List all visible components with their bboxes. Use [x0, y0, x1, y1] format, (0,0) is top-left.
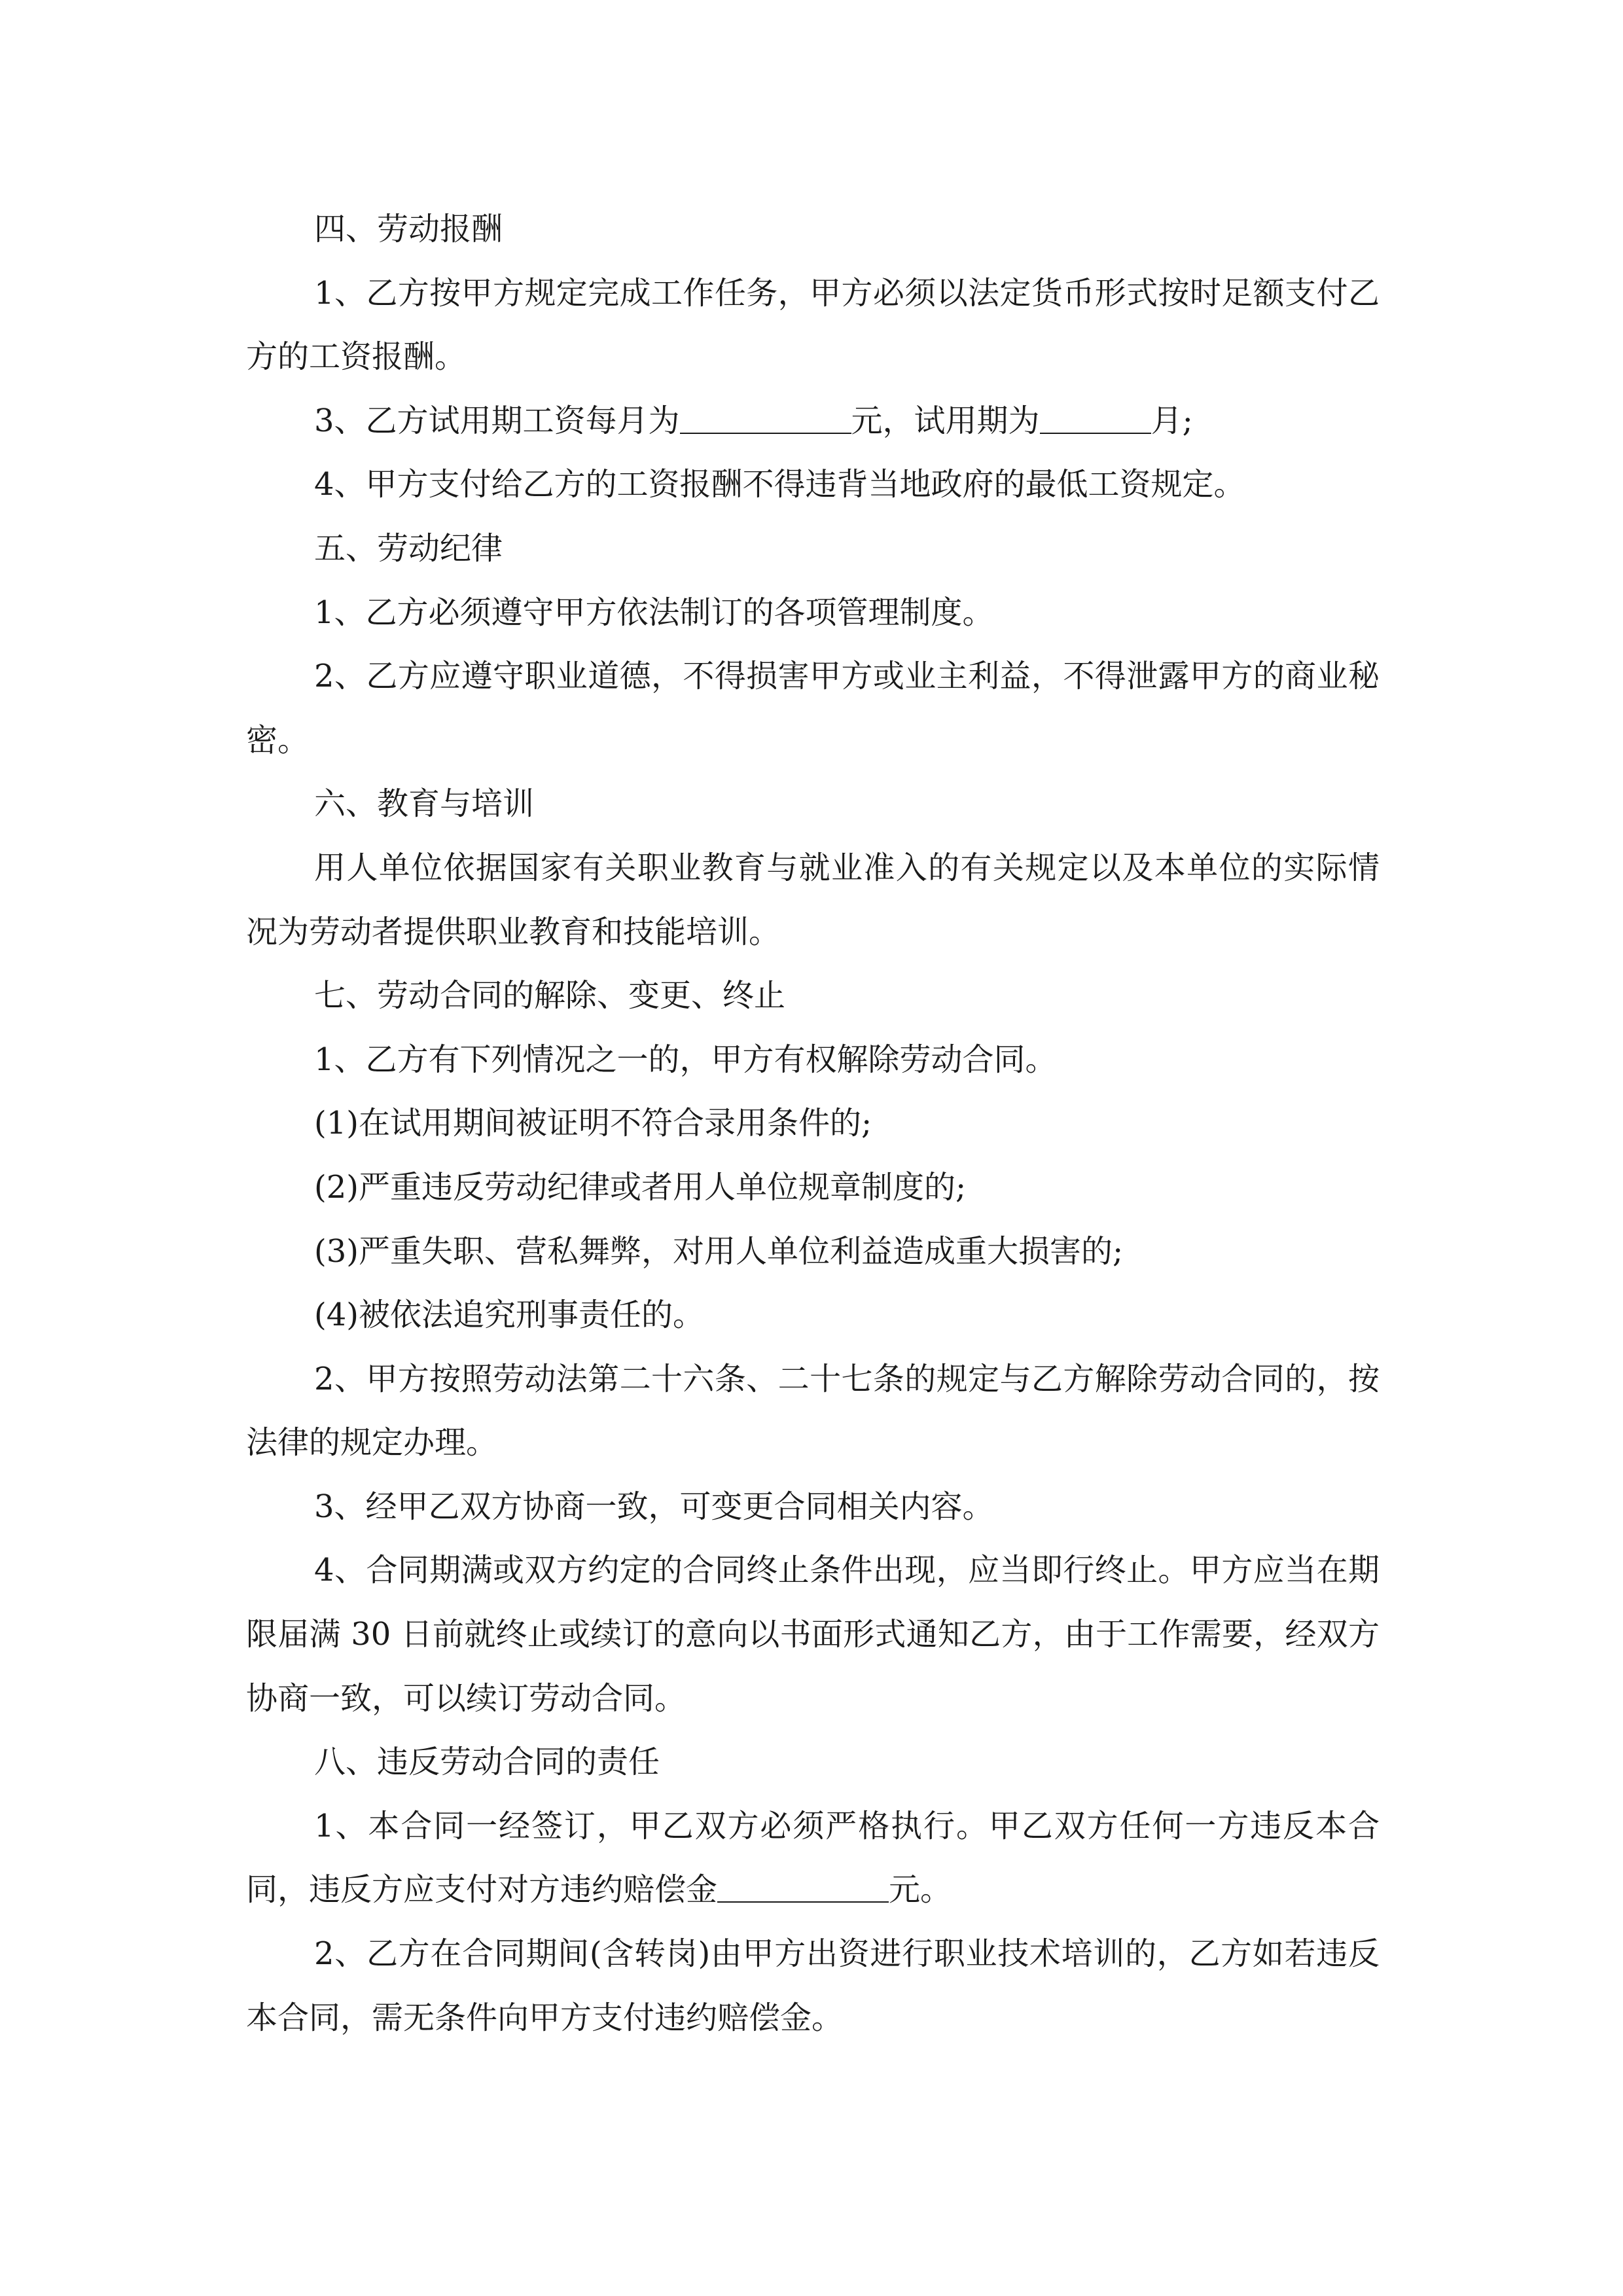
clause-4-3-suffix: 月; [1150, 402, 1193, 439]
clause-7-1-item-3: (3)严重失职、营私舞弊，对用人单位利益造成重大损害的; [314, 1232, 1124, 1270]
clause-4-3-middle: 元，试用期为 [851, 402, 1040, 439]
section-heading-termination: 七、劳动合同的解除、变更、终止 [314, 977, 786, 1014]
section-heading-remuneration: 四、劳动报酬 [314, 211, 503, 247]
clause-8-2: 2、乙方在合同期间(含转岗)由甲方出资进行职业技术培训的，乙方如若违反本合同，需无条件向甲方支付违约赔偿金。 [246, 1935, 1380, 2036]
clause-8-1-prefix: 1、本合同一经签订，甲乙双方必须严格执行。甲乙双方任何一方违反本合同，违反方应支付对方违约赔偿金 [246, 1807, 1380, 1909]
clause-4-1: 1、乙方按甲方规定完成工作任务，甲方必须以法定货币形式按时足额支付乙方的工资报酬。 [246, 274, 1380, 376]
clause-7-1-item-2: (2)严重违反劳动纪律或者用人单位规章制度的; [314, 1168, 967, 1206]
probation-salary-blank [680, 404, 851, 434]
clause-7-1: 1、乙方有下列情况之一的，甲方有权解除劳动合同。 [314, 1041, 1057, 1078]
clause-5-2: 2、乙方应遵守职业道德，不得损害甲方或业主利益，不得泄露甲方的商业秘密。 [246, 658, 1380, 759]
clause-7-1-item-1: (1)在试用期间被证明不符合录用条件的; [314, 1105, 872, 1142]
section-heading-training: 六、教育与培训 [314, 785, 535, 823]
clause-8-1-suffix: 元。 [889, 1871, 952, 1909]
clause-7-4: 4、合同期满或双方约定的合同终止条件出现，应当即行终止。甲方应当在期限届满 30 日前就终止或续订的意向以书面形式通知乙方，由于工作需要，经双方协商一致，可以续订劳动合同。 [246, 1552, 1380, 1717]
clause-7-2: 2、甲方按照劳动法第二十六条、二十七条的规定与乙方解除劳动合同的，按法律的规定办理。 [246, 1360, 1380, 1462]
clause-8-1 [246, 1795, 1380, 1922]
probation-months-blank [1040, 404, 1151, 434]
clause-4-3 [246, 389, 1380, 454]
section-heading-liability: 八、违反劳动合同的责任 [314, 1744, 660, 1781]
clause-7-3: 3、经甲乙双方协商一致，可变更合同相关内容。 [314, 1488, 994, 1525]
clause-5-1: 1、乙方必须遵守甲方依法制订的各项管理制度。 [314, 594, 994, 631]
clause-7-1-item-4: (4)被依法追究刑事责任的。 [314, 1297, 704, 1334]
clause-4-4: 4、甲方支付给乙方的工资报酬不得违背当地政府的最低工资规定。 [314, 466, 1245, 503]
clause-4-3-prefix: 3、乙方试用期工资每月为 [314, 402, 680, 439]
section-heading-discipline: 五、劳动纪律 [314, 529, 503, 567]
clause-6-1: 用人单位依据国家有关职业教育与就业准入的有关规定以及本单位的实际情况为劳动者提供职业教育和技能培训。 [246, 849, 1380, 950]
penalty-amount-blank [717, 1873, 889, 1903]
contract-body [246, 198, 1380, 2050]
